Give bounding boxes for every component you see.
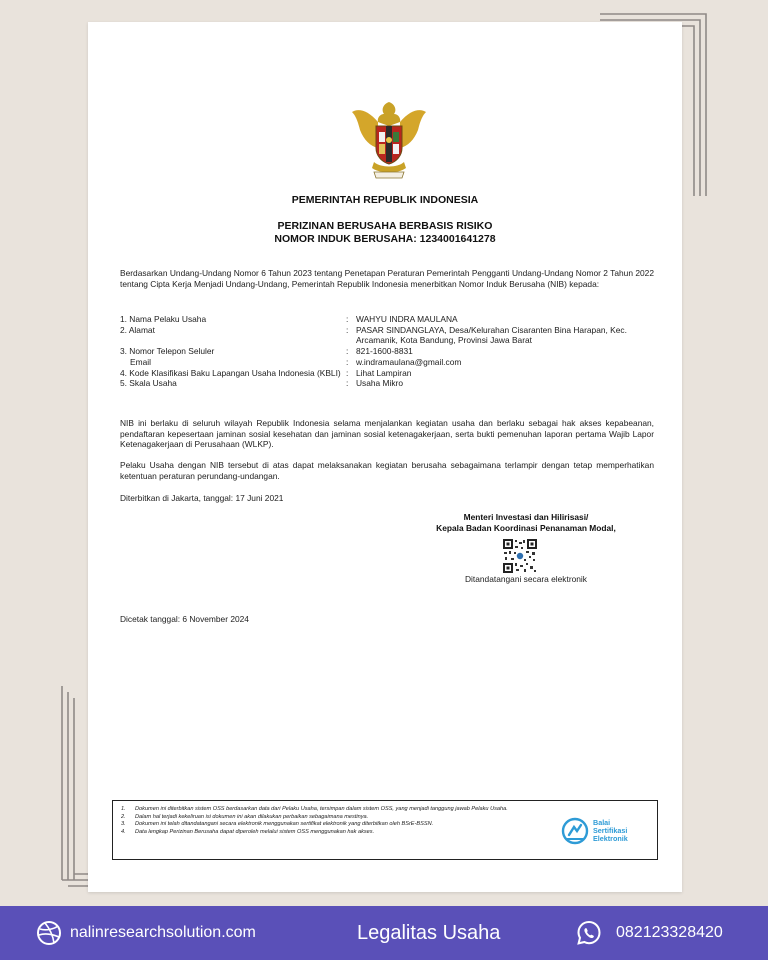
field-value: 821-1600-8831 bbox=[356, 346, 413, 357]
footnote-item bbox=[121, 829, 559, 837]
website-text: nalinresearchsolution.com bbox=[70, 924, 256, 941]
footnote-text: Dokumen ini telah ditandatangani secara elektronik menggunakan sertifikat elektronik yang diterbitkan oleh BSrE-BSSN. bbox=[135, 821, 434, 828]
dribbble-globe-icon bbox=[36, 920, 62, 946]
bottom-contact-bar bbox=[0, 906, 768, 960]
footnote-number: 1. bbox=[121, 806, 126, 812]
service-label: Legalitas Usaha bbox=[357, 921, 501, 944]
nib-document bbox=[88, 22, 682, 892]
field-value: PASAR SINDANGLAYA, Desa/Kelurahan Cisaranten Bina Harapan, Kec. Arcamanik, Kota Bandung, Provinsi Jawa Barat bbox=[356, 324, 627, 346]
field-label: 3. Nomor Telepon Seluler bbox=[120, 346, 215, 357]
government-heading: PEMERINTAH REPUBLIK INDONESIA bbox=[291, 194, 479, 206]
bsre-logo-text bbox=[593, 819, 628, 843]
bsre-line3: Elektronik bbox=[593, 834, 628, 843]
footnote-text: Dalam hal terjadi kekeliruan isi dokumen ini akan dilakukan perbaikan sebagaimana mestinya. bbox=[135, 813, 369, 820]
disclaimer-box bbox=[112, 800, 658, 860]
printed-date: Dicetak tanggal: 6 November 2024 bbox=[120, 614, 249, 624]
footnote-number: 2. bbox=[121, 813, 126, 820]
whatsapp-icon bbox=[576, 920, 602, 946]
qr-code-icon[interactable] bbox=[502, 538, 538, 574]
footnote-number: 4. bbox=[121, 828, 126, 835]
document-title bbox=[88, 220, 682, 246]
bsre-logo-icon bbox=[561, 817, 589, 845]
field-row: 1. Nama Pelaku Usaha : WAHYU INDRA MAULANA bbox=[120, 314, 654, 325]
footnote-text: Data lengkap Perizinan Berusaha dapat diperoleh melalui sistem OSS menggunakan hak akses. bbox=[135, 828, 375, 835]
bsre-line1: Balai bbox=[593, 818, 611, 827]
nib-number: NOMOR INDUK BERUSAHA: 1234001641278 bbox=[274, 233, 496, 245]
footnote-number: 3. bbox=[121, 821, 126, 828]
intro-paragraph: Berdasarkan Undang-Undang Nomor 6 Tahun 2023 tentang Penetapan Peraturan Pemerintah Pengganti Undang-Undang Nomor 2 Tahun 2022 tentang Cipta Kerja Menjadi Undang-Undang, Pemerintah Republik Indonesia menerbitkan Nomor Induk Berusaha (NIB) kepada: bbox=[120, 268, 654, 289]
field-value: Lihat Lampiran bbox=[356, 367, 412, 378]
field-row: 3. Nomor Telepon Seluler : 821-1600-8831 bbox=[120, 346, 654, 357]
garuda-emblem-icon bbox=[350, 96, 428, 180]
field-label: 1. Nama Pelaku Usaha bbox=[120, 314, 207, 324]
field-value: WAHYU INDRA MAULANA bbox=[356, 314, 458, 324]
field-row: 4. Kode Klasifikasi Baku Lapangan Usaha Indonesia (KBLI) : Lihat Lampiran bbox=[120, 368, 654, 379]
electronic-signature-note: Ditandatangani secara elektronik bbox=[465, 574, 587, 584]
issued-date: Diterbitkan di Jakarta, tanggal: 17 Juni 2021 bbox=[120, 493, 284, 503]
phone-link[interactable] bbox=[576, 920, 723, 946]
field-row: 5. Skala Usaha : Usaha Mikro bbox=[120, 378, 654, 389]
footnote-item bbox=[121, 814, 559, 822]
signatory-block bbox=[426, 512, 626, 533]
footnote-item bbox=[121, 821, 559, 829]
signatory-title-line1: Menteri Investasi dan Hilirisasi/ bbox=[463, 512, 589, 522]
footnote-list bbox=[121, 806, 559, 836]
bsre-line2: Sertifikasi bbox=[593, 826, 628, 835]
permit-title: PERIZINAN BERUSAHA BERBASIS RISIKO bbox=[277, 220, 493, 232]
field-label: 4. Kode Klasifikasi Baku Lapangan Usaha Indonesia (KBLI) bbox=[120, 367, 341, 378]
footnote-text: Dokumen ini diterbitkan sistem OSS berdasarkan data dari Pelaku Usaha, tersimpan dalam sistem OSS, yang menjadi tanggung jawab Pelaku Usaha. bbox=[135, 806, 508, 812]
field-label: 2. Alamat bbox=[120, 324, 155, 335]
bsre-logo bbox=[561, 811, 653, 851]
field-row: Email : w.indramaulana@gmail.com bbox=[120, 357, 654, 368]
field-label: Email bbox=[130, 356, 151, 367]
business-permission-paragraph: Pelaku Usaha dengan NIB tersebut di atas dapat melaksanakan kegiatan berusaha sebagaimana terlampir dengan tetap memperhatikan ketentuan peraturan perundang-undangan. bbox=[120, 460, 654, 481]
website-link[interactable] bbox=[36, 920, 256, 946]
field-value: Usaha Mikro bbox=[356, 378, 404, 389]
field-value: w.indramaulana@gmail.com bbox=[356, 356, 462, 367]
field-label: 5. Skala Usaha bbox=[120, 378, 177, 389]
field-row: 2. Alamat : PASAR SINDANGLAYA, Desa/Kelurahan Cisaranten Bina Harapan, Kec. Arcamanik, Kota Bandung, Provinsi Jawa Barat bbox=[120, 325, 654, 346]
signatory-title-line2: Kepala Badan Koordinasi Penanaman Modal, bbox=[436, 522, 616, 533]
business-fields bbox=[120, 314, 654, 389]
phone-text: 082123328420 bbox=[616, 924, 723, 941]
nib-validity-paragraph: NIB ini berlaku di seluruh wilayah Republik Indonesia selama menjalankan kegiatan usaha dan berlaku sebagai hak akses kepabeanan, pendaftaran kepesertaan jaminan sosial kesehatan dan jaminan sosial ketenagakerjaan, serta bukti pemenuhan laporan pertama Wajib Lapor Ketenagakerjaan di Perusahaan (WLKP). bbox=[120, 418, 654, 450]
footnote-item bbox=[121, 806, 559, 814]
